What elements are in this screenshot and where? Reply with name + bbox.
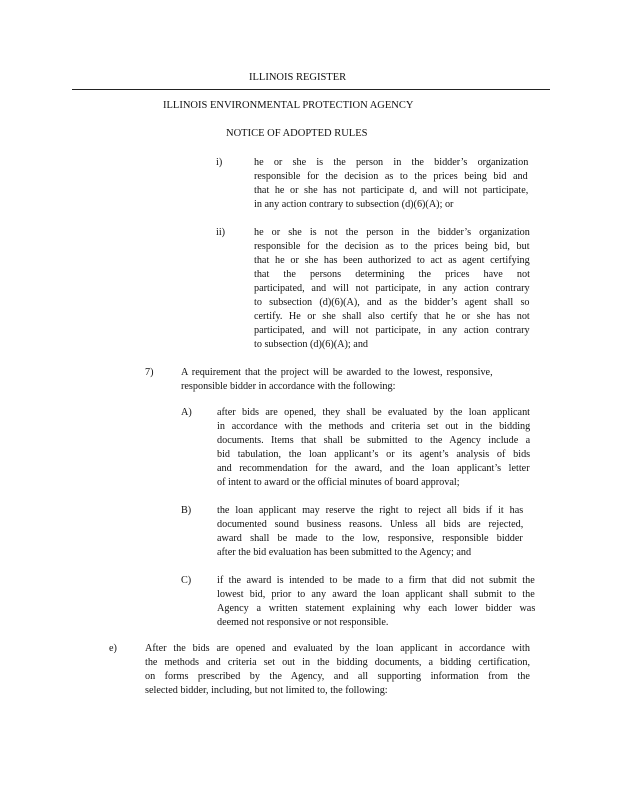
item-label: C)	[181, 575, 192, 586]
text-line: certify. He or she shall also certify that he or she has not	[254, 311, 530, 322]
text-line: the methods and criteria set out in the bidding documents, a bidding certification,	[145, 657, 531, 668]
text-line: after the bid evaluation has been submitted to the Agency; and	[217, 547, 472, 558]
item-label: B)	[181, 505, 192, 516]
text-line: he or she is the person in the bidder’s organization	[254, 157, 529, 168]
text-line: participated, and will not participate, in any action contrary	[254, 325, 530, 336]
text-line: After the bids are opened and evaluated by the loan applicant in accordance with	[145, 643, 530, 654]
text-line: Agency a written statement explaining why each lower bidder was	[217, 603, 536, 614]
text-line: of intent to award or the official minutes of board approval;	[217, 477, 460, 488]
agency-title: ILLINOIS ENVIRONMENTAL PROTECTION AGENCY	[163, 100, 414, 111]
text-line: A requirement that the project will be awarded to the lowest, responsive,	[181, 367, 493, 378]
text-line: responsible for the decision as to the prices being bid and	[254, 171, 528, 182]
text-line: deemed not responsive or not responsible.	[217, 617, 389, 628]
text-line: award shall be made to the low, responsive, responsible bidder	[217, 533, 523, 544]
text-line: to subsection (d)(6)(A), and as the bidder’s agent shall so	[254, 297, 530, 308]
item-label: e)	[109, 643, 117, 654]
item-label: i)	[216, 157, 223, 168]
text-line: participated, and will not participate, in any action contrary	[254, 283, 530, 294]
text-line: in any action contrary to subsection (d)(6)(A); or	[254, 199, 454, 210]
text-line: he or she is not the person in the bidder’s organization	[254, 227, 530, 238]
item-label: A)	[181, 407, 192, 418]
item-label: ii)	[216, 227, 226, 238]
text-line: on forms prescribed by the Agency, and all supporting information from the	[145, 671, 530, 682]
text-line: if the award is intended to be made to a firm that did not submit the	[217, 575, 535, 586]
text-line: and recommendation for the award, and the loan applicant’s letter	[217, 463, 530, 474]
header-rule	[72, 89, 550, 90]
text-line: bid tabulation, the loan applicant’s or its agent’s analysis of bids	[217, 449, 531, 460]
text-line: after bids are opened, they shall be evaluated by the loan applicant	[217, 407, 530, 418]
text-line: in accordance with the methods and criteria set out in the bidding	[217, 421, 531, 432]
text-line: selected bidder, including, but not limited to, the following:	[145, 685, 388, 696]
register-title: ILLINOIS REGISTER	[249, 72, 347, 83]
text-line: that he or she has been authorized to act as agent certifying	[254, 255, 530, 266]
text-line: that he or she has not participate d, and will not participate,	[254, 185, 529, 196]
text-line: documents. Items that shall be submitted to the Agency include a	[217, 435, 531, 446]
text-line: responsible for the decision as to the prices being bid, but	[254, 241, 530, 252]
text-line: responsible bidder in accordance with the following:	[181, 381, 396, 392]
text-line: that the persons determining the prices have not	[254, 269, 530, 280]
text-line: lowest bid, prior to any award the loan applicant shall submit to the	[217, 589, 535, 600]
text-line: the loan applicant may reserve the right to reject all bids if it has	[217, 505, 524, 516]
item-label: 7)	[145, 367, 154, 378]
text-line: to subsection (d)(6)(A); and	[254, 339, 369, 350]
text-line: documented sound business reasons. Unless all bids are rejected,	[217, 519, 524, 530]
notice-title: NOTICE OF ADOPTED RULES	[226, 128, 368, 139]
